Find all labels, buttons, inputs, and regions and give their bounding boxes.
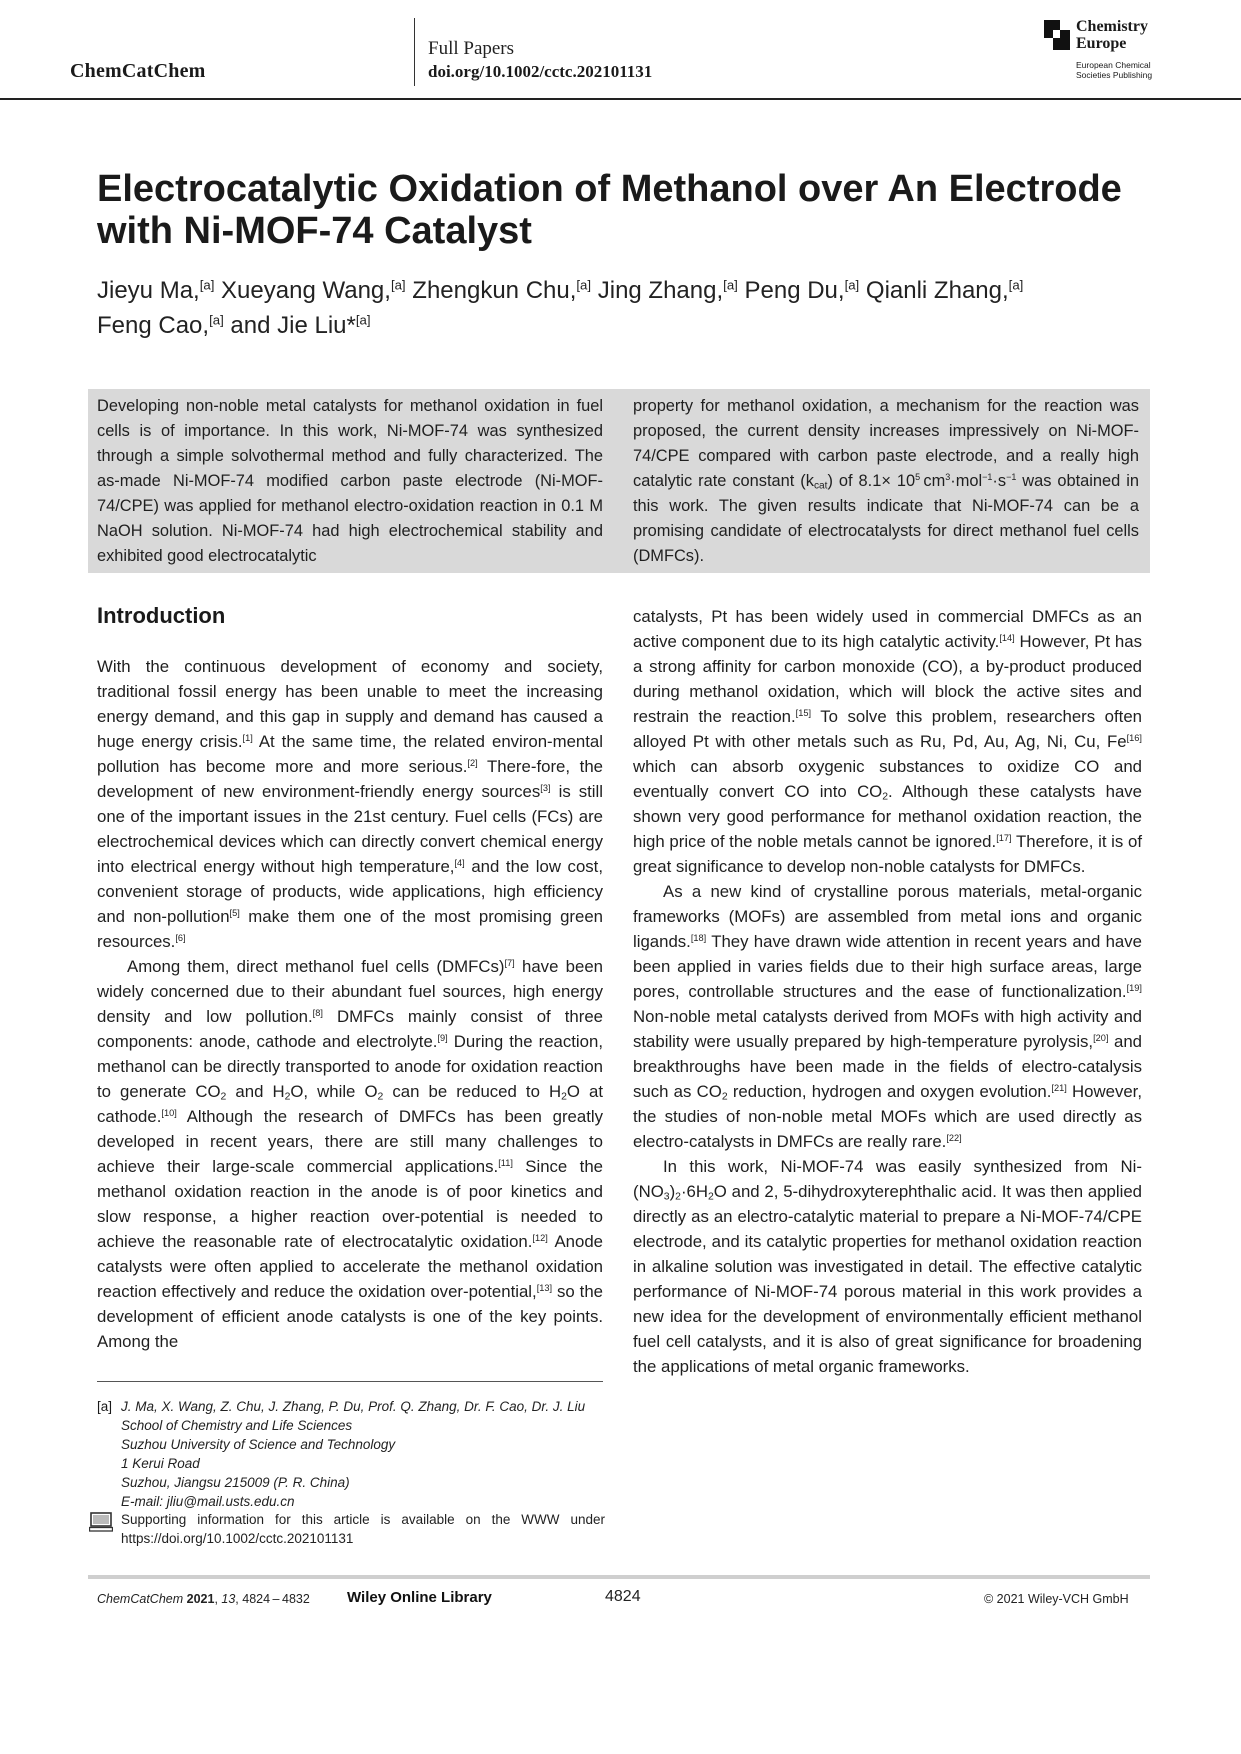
header-rule xyxy=(0,98,1241,100)
footnote-rule xyxy=(97,1381,603,1382)
logo-subtitle-line1: European Chemical xyxy=(1076,60,1151,70)
author-line-2: Feng Cao,[a] and Jie Liu*[a] xyxy=(97,312,371,339)
wiley-online-library-link[interactable]: Wiley Online Library xyxy=(347,1589,492,1606)
journal-name: ChemCatChem xyxy=(70,60,206,82)
doi-link[interactable]: doi.org/10.1002/cctc.202101131 xyxy=(428,62,653,81)
paragraph: As a new kind of crystalline porous materials, metal-organic frameworks (MOFs) are assembled from metal ions and organic ligands.[18] They have drawn wide attention in recent years and have been applied in varies fields due to their high surface areas, large pores, controllable structures and the ease of functionalization.[19] Non-noble metal catalysts derived from MOFs with high activity and stability were usually prepared by high-temperature pyrolysis,[20] and breakthroughs have been made in the fields of electro-catalysis such as $CO_2$ reduction, hydrogen and oxygen evolution.[21] However, the studies of non-noble metal MOFs which are used directly as electro-catalysts in DMFCs are really rare.[22] xyxy=(633,882,1142,1151)
publisher-logo[interactable] xyxy=(1044,18,1174,82)
footer-copyright: © 2021 Wiley-VCH GmbH xyxy=(984,1592,1129,1606)
logo-name-line2: Europe xyxy=(1076,35,1127,52)
footer-rule xyxy=(88,1575,1150,1579)
page-number: 4824 xyxy=(605,1588,641,1605)
abstract-right-column: property for methanol oxidation, a mechanism for the reaction was proposed, the current density increases impressively on Ni-MOF-74/CPE compared with carbon paste electrode, and a really high catalytic rate constant $(k_{cat})$ of $8.1\times 10^5$ $cm^3\cdot mol^{-1}\cdot s^{-1}$ was obtained in this work. The given results indicate that Ni-MOF-74 can be a promising candidate of electrocatalysts for direct methanol fuel cells (DMFCs). xyxy=(633,397,1139,565)
author-line-1: Jieyu Ma,[a] Xueyang Wang,[a] Zhengkun Chu,[a] Jing Zhang,[a] Peng Du,[a] Qianli Zhang,[a] xyxy=(97,277,1024,304)
article-section: Full Papers xyxy=(428,38,515,59)
author-list xyxy=(97,273,1137,343)
paragraph: catalysts, Pt has been widely used in commercial DMFCs as an active component due to its high catalytic activity.[14] However, Pt has a strong affinity for carbon monoxide (CO), a by-product produced during methanol oxidation, which will block the active sites and restrain the reaction.[15] To solve this problem, researchers often alloyed Pt with other metals such as Ru, Pd, Au, Ag, Ni, Cu, Fe[16] which can absorb oxygenic substances to oxidize CO and eventually convert CO into $CO_2$. Although these catalysts have shown very good performance for methanol oxidation reaction, the high price of the noble metals cannot be ignored.[17] Therefore, it is of great significance to develop non-noble catalysts for DMFCs. xyxy=(633,607,1142,876)
supporting-information-note[interactable]: Supporting information for this article is available on the WWW under https://doi.org/10.1002/cctc.202101131 xyxy=(121,1512,605,1546)
paragraph: Among them, direct methanol fuel cells (DMFCs)[7] have been widely concerned due to their abundant fuel sources, high energy density and low pollution.[8] DMFCs mainly consist of three components: anode, cathode and electrolyte.[9] During the reaction, methanol can be directly transported to anode for oxidation reaction to generate $CO_2$ and $H_2O$, while $O_2$ can be reduced to $H_2O$ at cathode.[10] Although the research of DMFCs has been greatly developed in recent years, there are still many challenges to achieve their large-scale commercial applications.[11] Since the methanol oxidation reaction in the anode is of poor kinetics and slow response, a higher reaction over-potential is needed to achieve the reasonable rate of electrocatalytic oxidation.[12] Anode catalysts were often applied to accelerate the methanol oxidation reaction effectively and reduce the oxidation over-potential,[13] so the development of efficient anode catalysts is one of the key points. Among the xyxy=(97,957,604,1351)
body-left-column xyxy=(97,654,603,1354)
logo-subtitle-line2: Societies Publishing xyxy=(1076,70,1153,80)
footer-citation: ChemCatChem 2021, 13, 4824 – 4832 xyxy=(97,1592,310,1606)
header-divider xyxy=(414,18,415,86)
computer-monitor-icon xyxy=(89,1512,113,1532)
footnote-mark: [a] xyxy=(97,1399,113,1414)
abstract-box xyxy=(88,389,1150,573)
author-affiliation: J. Ma, X. Wang, Z. Chu, J. Zhang, P. Du, Prof. Q. Zhang, Dr. F. Cao, Dr. J. Liu School of Chemistry and Life Sciences Suzhou University of Science and Technology 1 Kerui Road Suzhou, Jiangsu 215009 (P. R. China) E-mail: jliu@mail.usts.edu.cn xyxy=(121,1399,586,1509)
body-right-column xyxy=(633,604,1142,1379)
introduction-heading: Introduction xyxy=(97,603,226,628)
article-title: Electrocatalytic Oxidation of Methanol over An Electrode with Ni-MOF-74 Catalyst xyxy=(97,168,1122,252)
abstract-left-column: Developing non-noble metal catalysts for methanol oxidation in fuel cells is of importance. In this work, Ni-MOF-74 was synthesized through a simple solvothermal method and fully characterized. The as-made Ni-MOF-74 modified carbon paste electrode (Ni-MOF-74/CPE) was applied for methanol electro-oxidation reaction in 0.1 M NaOH solution. Ni-MOF-74 had high electrochemical stability and exhibited good electrocatalytic xyxy=(97,397,603,565)
paragraph: With the continuous development of economy and society, traditional fossil energy has been unable to meet the increasing energy demand, and this gap in supply and demand has caused a huge energy crisis.[1] At the same time, the related environ-mental pollution has become more and more serious.[2] There-fore, the development of new environment-friendly energy sources[3] is still one of the important issues in the 21st century. Fuel cells (FCs) are electrochemical devices which can directly convert chemical energy into electrical energy without high temperature,[4] and the low cost, convenient storage of products, wide applications, high efficiency and non-pollution[5] make them one of the most promising green resources.[6] xyxy=(97,657,604,951)
chemistry-europe-logo-icon xyxy=(1044,20,1070,50)
paragraph: In this work, Ni-MOF-74 was easily synthesized from $Ni-(NO_3)_2\cdot 6H_2O$ and 2, 5-dihydroxyterephthalic acid. It was then applied directly as an electro-catalytic material to prepare a Ni-MOF-74/CPE electrode, and its catalytic properties for methanol oxidation reaction in alkaline solution was investigated in detail. The effective catalytic performance of Ni-MOF-74 porous material in this work provides a new idea for the development of environmentally efficient methanol fuel cell catalysts, and it is also of great significance for broadening the applications of metal organic frameworks. xyxy=(633,1157,1142,1376)
logo-name-line1: Chemistry xyxy=(1076,18,1148,35)
